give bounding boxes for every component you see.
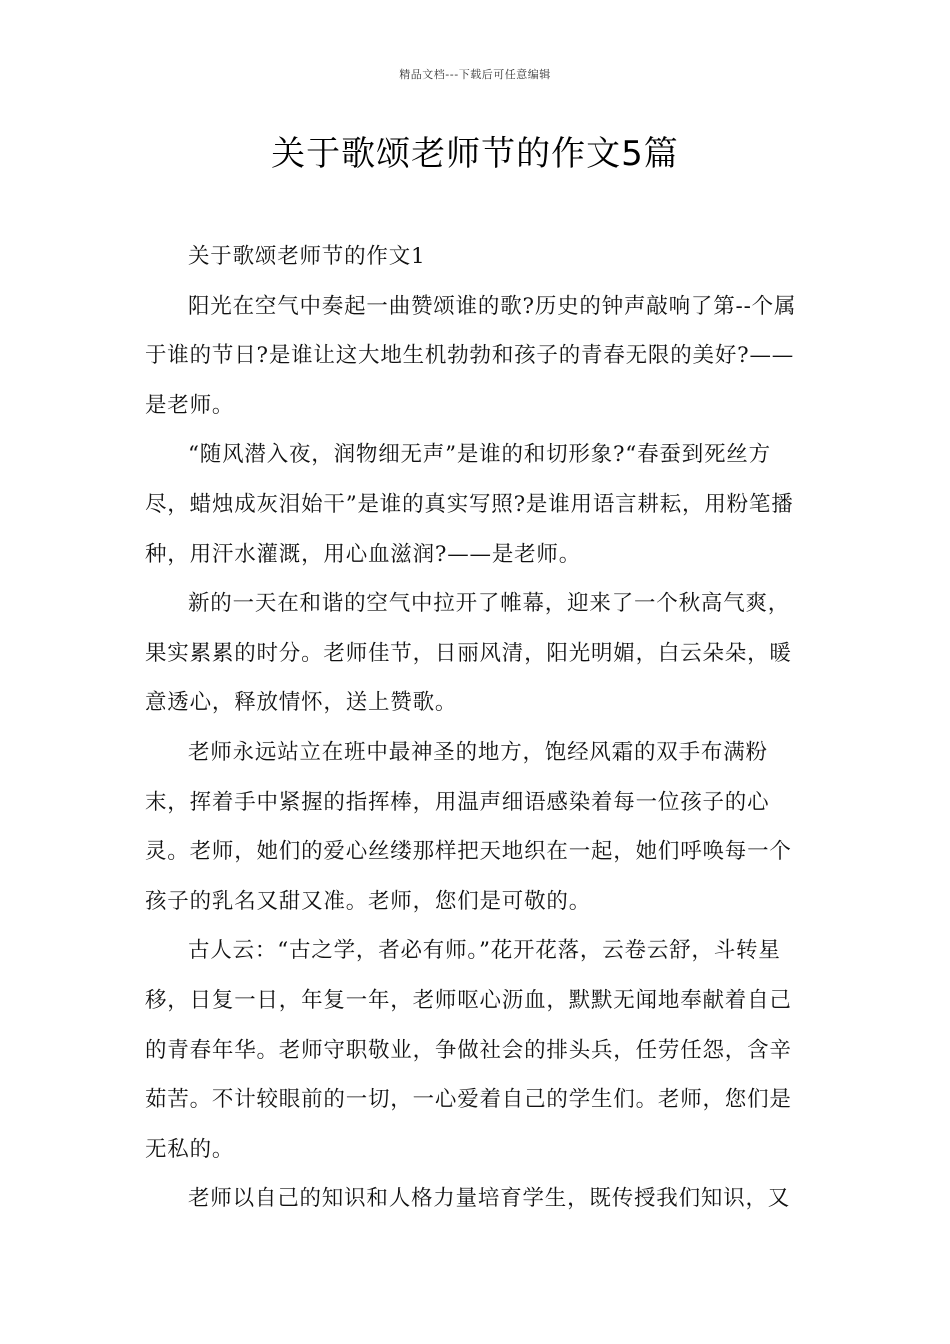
header-note: 精品文档---下载后可任意编辑 <box>399 68 551 81</box>
paragraph: “随风潜入夜，润物细无声”是谁的和切形象?“春蚕到死丝方尽，蜡烛成灰泪始干”是谁的真实写照?是谁用语言耕耘，用粉笔播种，用汗水灌溉，用心血滋润?——是老师。 <box>145 442 794 567</box>
paragraph: 老师以自己的知识和人格力量培育学生，既传授我们知识，又 <box>188 1186 791 1212</box>
document-body <box>145 232 807 1224</box>
paragraph: 老师永远站立在班中最神圣的地方，饱经风霜的双手布满粉末，挥着手中紧握的指挥棒，用温声细语感染着每一位孩子的心灵。老师，她们的爱心丝缕那样把天地织在一起，她们呼唤每一个孩子的乳名又甜又准。老师，您们是可敬的。 <box>145 739 792 914</box>
paragraph: 新的一天在和谐的空气中拉开了帷幕，迎来了一个秋高气爽，果实累累的时分。老师佳节，日丽风清，阳光明媚，白云朵朵，暖意透心，释放情怀，送上赞歌。 <box>145 591 792 716</box>
paragraph: 古人云：“古之学，者必有师。”花开花落，云卷云舒，斗转星移，日复一日，年复一年，老师呕心沥血，默默无闻地奉献着自己的青春年华。老师守职敬业，争做社会的排头兵，任劳任怨，含辛茹苦。不计较眼前的一切，一心爱着自己的学生们。老师，您们是无私的。 <box>145 938 792 1162</box>
paragraph: 阳光在空气中奏起一曲赞颂谁的歌?历史的钟声敲响了第--个属于谁的节日?是谁让这大地生机勃勃和孩子的青春无限的美好?——是老师。 <box>145 293 797 418</box>
document-title: 关于歌颂老师节的作文5篇 <box>271 134 679 174</box>
section-heading: 关于歌颂老师节的作文1 <box>188 244 426 269</box>
